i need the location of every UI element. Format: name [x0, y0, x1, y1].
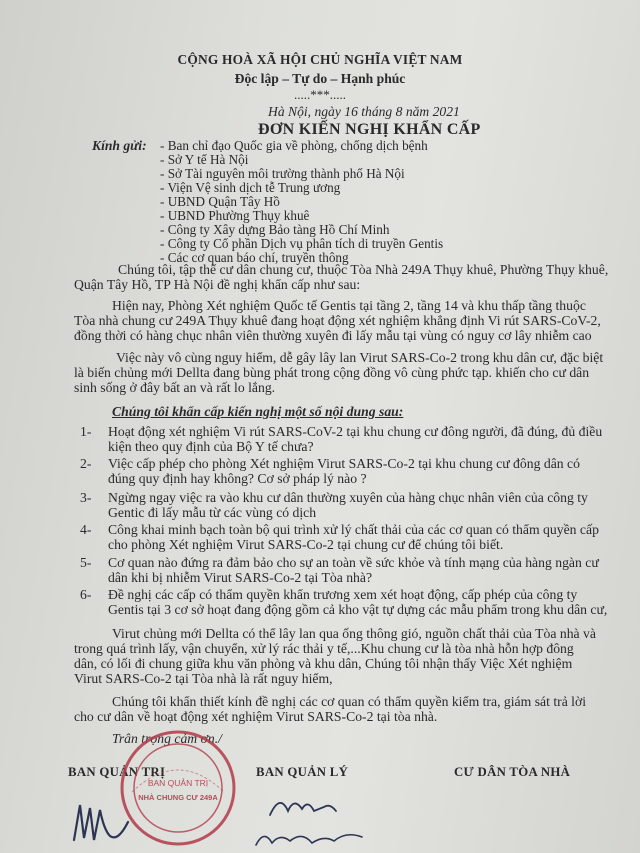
- request-line: Gentis tại 3 cơ sở hoạt đang động gồm cả kho vật tự dựng các mẫu phẩm trong khu dân cư,: [108, 602, 608, 617]
- ornament: .....***.....: [294, 87, 346, 102]
- request-line: kiện theo quy định của Bộ Y tế chưa?: [108, 439, 314, 454]
- motto: Độc lập – Tự do – Hạnh phúc: [234, 71, 406, 86]
- place-date: Hà Nội, ngày 16 tháng 8 năm 2021: [268, 104, 460, 119]
- request-number: 4-: [80, 522, 92, 537]
- stamp-text-1: BAN QUẢN TRỊ: [147, 778, 209, 788]
- recipient-item: - Viện Vệ sinh dịch tễ Trung ương: [160, 180, 341, 195]
- request-number: 6-: [80, 587, 92, 602]
- paragraph-line: cho cư dân về hoạt động xét nghiệm Virut SARS-Co-2 tại tòa nhà.: [74, 709, 438, 724]
- recipient-item: - Sở Y tế Hà Nội: [160, 152, 249, 167]
- country-heading: CỘNG HOÀ XÃ HỘI CHỦ NGHĨA VIỆT NAM: [177, 52, 463, 67]
- request-number: 5-: [80, 555, 92, 570]
- request-line: Hoạt động xét nghiệm Vi rút SARS-CoV-2 tại khu chung cư đông người, đã đúng, đủ điều: [108, 424, 603, 439]
- middle-signature-scribble: [250, 785, 380, 853]
- request-number: 2-: [80, 456, 92, 471]
- request-line: Công khai minh bạch toàn bộ qui trình xử lý chất thải của các cơ quan có thẩm quyền cấp: [108, 522, 599, 537]
- request-line: dân khi bị nhiễm Virut SARS-Co-2 tại Tòa nhà?: [108, 570, 373, 585]
- paragraph-line: trong quá trình lấy, vận chuyển, xử lý rác thải y tế,...Khu chung cư là tòa nhà hỗn hợp đông: [74, 641, 574, 656]
- recipient-item: - Các cơ quan báo chí, truyền thông: [160, 250, 349, 265]
- request-number: 3-: [80, 490, 92, 505]
- document-title: ĐƠN KIẾN NGHỊ KHẨN CẤP: [258, 121, 481, 138]
- paragraph-line: dân, có lối đi chung giữa khu văn phòng và khu dân, Chúng tôi nhận thấy Việc Xét nghiệm: [74, 656, 573, 671]
- request-line: cho phòng Xét nghiệm Virut SARS-Co-2 tại chung cư để chúng tôi biết.: [108, 537, 504, 552]
- paragraph-line: Hiện nay, Phòng Xét nghiệm Quốc tế Gentis tại tầng 2, tầng 14 và khu thấp tầng thuộc: [112, 298, 586, 313]
- requests-heading: Chúng tôi khẩn cấp kiến nghị một số nội dung sau:: [112, 404, 404, 419]
- closing-line: Trân trọng cảm ơn./: [112, 731, 222, 746]
- stamp-text-2: NHÀ CHUNG CƯ 249A: [138, 793, 218, 802]
- intro-line: Quận Tây Hồ, TP Hà Nội đề nghị khẩn cấp như sau:: [74, 277, 361, 292]
- paragraph-line: Chúng tôi khẩn thiết kính đề nghị các cơ quan có thẩm quyền kiểm tra, giám sát trả lời: [112, 694, 587, 709]
- signature-label-middle: BAN QUẢN LÝ: [256, 765, 349, 779]
- recipient-item: - UBND Quận Tây Hồ: [160, 194, 280, 209]
- paragraph-line: Tòa nhà chung cư 249A Thụy khuê đang hoạt động xét nghiệm khẳng định Vi rút SARS-CoV-2,: [74, 313, 601, 328]
- request-line: đúng quy định hay không? Cơ sở pháp lý nào ?: [108, 471, 367, 486]
- recipient-item: - Ban chỉ đạo Quốc gia về phòng, chống dịch bệnh: [160, 138, 428, 153]
- request-number: 1-: [80, 424, 92, 439]
- paragraph-line: Việc này vô cùng nguy hiểm, dễ gây lây lan Virut SARS-Co-2 trong khu dân cư, đặc biệt: [116, 350, 604, 365]
- paragraph-line: Virut SARS-Co-2 tại Tòa nhà là rất nguy hiểm,: [74, 671, 333, 686]
- paragraph-line: đồng thời có hàng chục nhân viên thường xuyên đi lấy mẫu tại vùng có nguy cơ lây nhiễm cao: [74, 328, 592, 343]
- signature-label-right: CƯ DÂN TÒA NHÀ: [454, 765, 571, 779]
- request-line: Việc cấp phép cho phòng Xét nghiệm Virut SARS-Co-2 tại khu chung cư đông dân có: [108, 456, 580, 471]
- left-signature-scribble: [70, 790, 160, 850]
- request-line: Ngừng ngay việc ra vào khu cư dân thường xuyên của hàng chục nhân viên của công ty: [108, 490, 588, 505]
- paragraph-line: Virut chủng mới Dellta có thể lây lan qua ống thông gió, nguồn chất thải của Tòa nhà và: [112, 626, 596, 641]
- paragraph-line: sinh sống ở đây bất an và rất lo lắng.: [74, 380, 276, 395]
- recipient-item: - UBND Phường Thụy khuê: [160, 208, 310, 223]
- intro-line: Chúng tôi, tập thể cư dân chung cư, thuộc Tòa Nhà 249A Thụy khuê, Phường Thụy khuê,: [118, 262, 609, 277]
- recipient-item: - Công ty Cổ phần Dịch vụ phân tích di truyền Gentis: [160, 236, 444, 251]
- request-line: Cơ quan nào đứng ra đảm bảo cho sự an toàn về sức khỏe và tính mạng của hàng ngàn cư: [108, 555, 599, 570]
- recipients-label: Kính gửi:: [92, 138, 147, 153]
- request-line: Đề nghị các cấp có thẩm quyền khẩn trương xem xét hoạt động, cấp phép của công ty: [108, 587, 578, 602]
- recipient-item: - Công ty Xây dựng Bảo tàng Hồ Chí Minh: [160, 222, 390, 237]
- signature-label-left: BAN QUẢN TRỊ: [68, 765, 166, 779]
- request-line: Gentic đi lấy mẫu từ các vùng có dịch: [108, 505, 317, 520]
- recipient-item: - Sở Tài nguyên môi trường thành phố Hà Nội: [160, 166, 405, 181]
- paragraph-line: là biến chủng mới Dellta đang bùng phát trong cộng đồng vô cùng phức tạp. khiến cho cư dân: [74, 365, 590, 380]
